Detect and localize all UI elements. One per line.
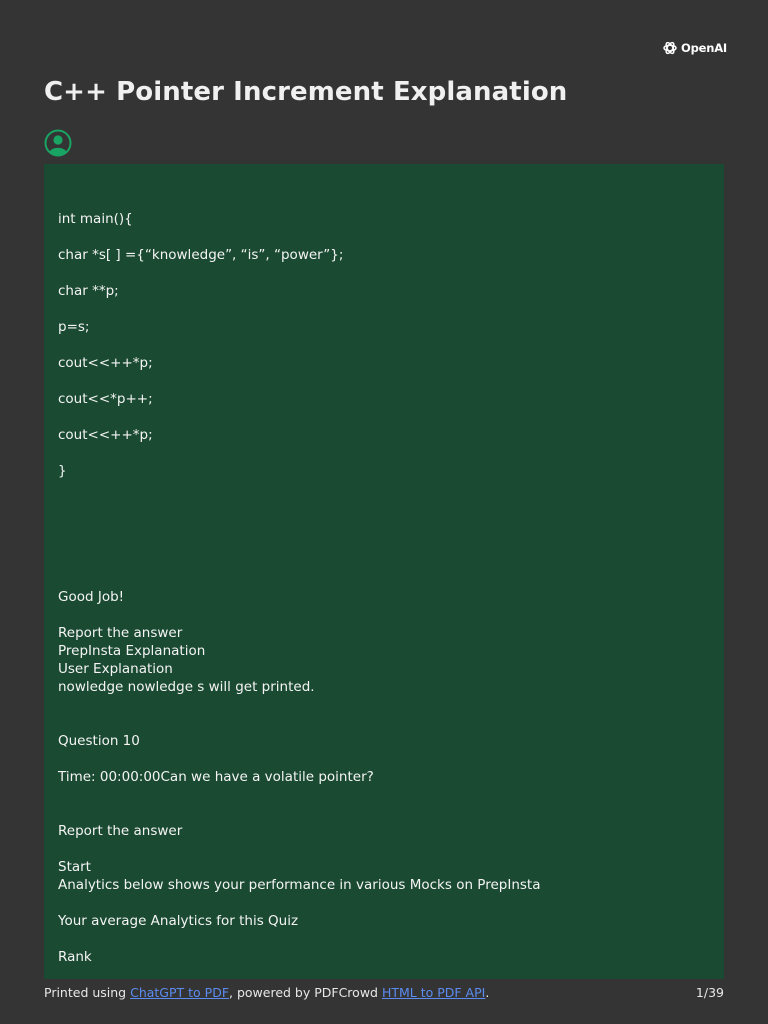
start-text: Start: [58, 859, 91, 875]
report-answer-text: Report the answer: [58, 625, 183, 641]
page-number: 1/39: [695, 985, 724, 1000]
html-to-pdf-api-link[interactable]: HTML to PDF API: [381, 985, 486, 1000]
footer: [44, 984, 724, 1002]
openai-logo-icon: [662, 40, 678, 56]
analytics-text: Analytics below shows your performance in various Mocks on PrepInsta: [58, 877, 541, 893]
code-line-4: p=s;: [58, 319, 90, 335]
code-line-5: cout<<++*p;: [58, 355, 153, 371]
rank-text: Rank: [58, 949, 92, 965]
footer-middle: , powered by PDFCrowd: [229, 985, 382, 1000]
answer-text: nowledge nowledge s will get printed.: [58, 679, 315, 695]
code-line-1: int main(){: [58, 211, 133, 227]
openai-brand: [662, 40, 727, 56]
question-number-text: Question 10: [58, 733, 140, 749]
openai-brand-name: OpenAI: [681, 41, 727, 55]
user-avatar-icon: [44, 129, 72, 157]
code-line-7: cout<<++*p;: [58, 427, 153, 443]
page-title: C++ Pointer Increment Explanation: [44, 77, 568, 107]
code-line-3: char **p;: [58, 283, 119, 299]
good-job-text: Good Job!: [58, 589, 125, 605]
code-line-6: cout<<*p++;: [58, 391, 153, 407]
code-line-8: }: [58, 463, 67, 479]
footer-suffix: .: [485, 985, 490, 1000]
report-answer-text-2: Report the answer: [58, 823, 183, 839]
average-analytics-text: Your average Analytics for this Quiz: [58, 913, 299, 929]
message-block: [44, 164, 724, 979]
prepinsta-explanation-text: PrepInsta Explanation: [58, 643, 206, 659]
chatgpt-to-pdf-link[interactable]: ChatGPT to PDF: [130, 985, 230, 1000]
user-explanation-text: User Explanation: [58, 661, 173, 677]
code-line-2: char *s[ ] ={“knowledge”, “is”, “power”};: [58, 247, 344, 263]
question-text: Time: 00:00:00Can we have a volatile pointer?: [58, 769, 374, 785]
footer-prefix: Printed using: [44, 985, 131, 1000]
